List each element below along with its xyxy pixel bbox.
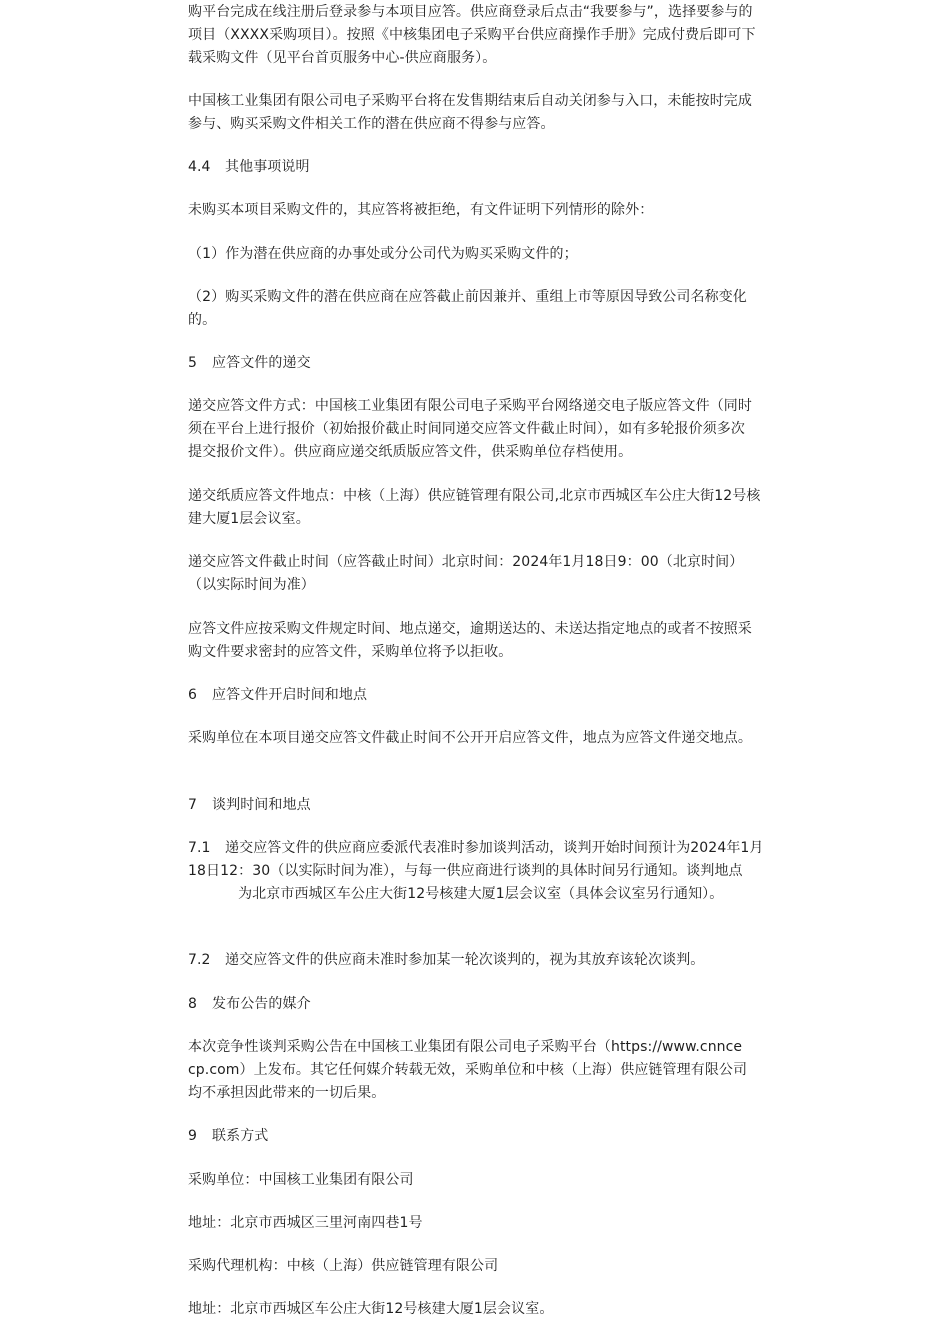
heading-number: 4.4 (188, 159, 211, 175)
heading-text: 联系方式 (212, 1128, 269, 1144)
paragraph-paper-location: 递交纸质应答文件地点：中核（上海）供应链管理有限公司,北京市西城区车公庄大街12号核建大厦1层会议室。 (188, 488, 761, 527)
heading-5 (188, 352, 311, 375)
heading-number: 7 (188, 797, 198, 813)
contact-purchaser-address: 地址：北京市西城区三里河南四巷1号 (188, 1215, 423, 1231)
heading-text: 发布公告的媒介 (212, 996, 311, 1012)
heading-text: 应答文件的递交 (212, 355, 311, 371)
paragraph-media: 本次竞争性谈判采购公告在中国核工业集团有限公司电子采购平台（https://www.cnncecp.com）上发布。其它任何媒介转载无效，采购单位和中核（上海）供应链管理有限公司均不承担因此带来的一切后果。 (188, 1039, 748, 1101)
heading-7 (188, 794, 311, 817)
paragraph-opening: 采购单位在本项目递交应答文件截止时间不公开开启应答文件，地点为应答文件递交地点。 (188, 730, 752, 746)
paragraph-not-purchased: 未购买本项目采购文件的，其应答将被拒绝，有文件证明下列情形的除外： (188, 202, 654, 218)
paragraph-deadline: 递交应答文件截止时间（应答截止时间）北京时间：2024年1月18日9：00（北京时间）（以实际时间为准） (188, 554, 744, 593)
heading-6 (188, 684, 367, 707)
clause-number: 7.2 (188, 952, 211, 968)
contact-purchaser: 采购单位：中国核工业集团有限公司 (188, 1172, 414, 1188)
heading-text: 其他事项说明 (225, 159, 310, 175)
paragraph-7-1 (188, 837, 764, 906)
clause-text: 递交应答文件的供应商应委派代表准时参加谈判活动，谈判开始时间预计为2024年1月18日12：30（以实际时间为准），与每一供应商进行谈判的具体时间另行通知。谈判地点 (188, 840, 764, 879)
clause-number: 7.1 (188, 840, 211, 856)
paragraph-registration: 购平台完成在线注册后登录参与本项目应答。供应商登录后点击“我要参与”，选择要参与的项目（XXXX采购项目）。按照《中核集团电子采购平台供应商操作手册》完成付费后即可下载采购文件（见平台首页服务中心-供应商服务）。 (188, 4, 756, 66)
heading-number: 8 (188, 996, 198, 1012)
paragraph-submit-method: 递交应答文件方式：中国核工业集团有限公司电子采购平台网络递交电子版应答文件（同时须在平台上进行报价（初始报价截止时间同递交应答文件截止时间），如有多轮报价须多次提交报价文件）。供应商应递交纸质版应答文件，供采购单位存档使用。 (188, 398, 752, 460)
list-item-case-2: （2）购买采购文件的潜在供应商在应答截止前因兼并、重组上市等原因导致公司名称变化的。 (188, 289, 747, 328)
heading-text: 谈判时间和地点 (212, 797, 311, 813)
paragraph-platform-close: 中国核工业集团有限公司电子采购平台将在发售期结束后自动关闭参与入口，未能按时完成参与、购买采购文件相关工作的潜在供应商不得参与应答。 (188, 93, 752, 132)
contact-agency: 采购代理机构：中核（上海）供应链管理有限公司 (188, 1258, 499, 1274)
heading-number: 6 (188, 687, 198, 703)
paragraph-rejection: 应答文件应按采购文件规定时间、地点递交，逾期送达的、未送达指定地点的或者不按照采购文件要求密封的应答文件，采购单位将予以拒收。 (188, 621, 752, 660)
clause-text-tail: 为北京市西城区车公庄大街12号核建大厦1层会议室（具体会议室另行通知）。 (238, 886, 724, 902)
clause-text: 递交应答文件的供应商未准时参加某一轮次谈判的，视为其放弃该轮次谈判。 (225, 952, 705, 968)
heading-4-4 (188, 156, 310, 179)
heading-8 (188, 993, 311, 1016)
contact-agency-address: 地址：北京市西城区车公庄大街12号核建大厦1层会议室。 (188, 1301, 554, 1317)
heading-number: 9 (188, 1128, 198, 1144)
paragraph-7-2 (188, 949, 704, 972)
heading-number: 5 (188, 355, 198, 371)
list-item-case-1: （1）作为潜在供应商的办事处或分公司代为购买采购文件的； (188, 246, 578, 262)
heading-9 (188, 1125, 268, 1148)
heading-text: 应答文件开启时间和地点 (212, 687, 368, 703)
